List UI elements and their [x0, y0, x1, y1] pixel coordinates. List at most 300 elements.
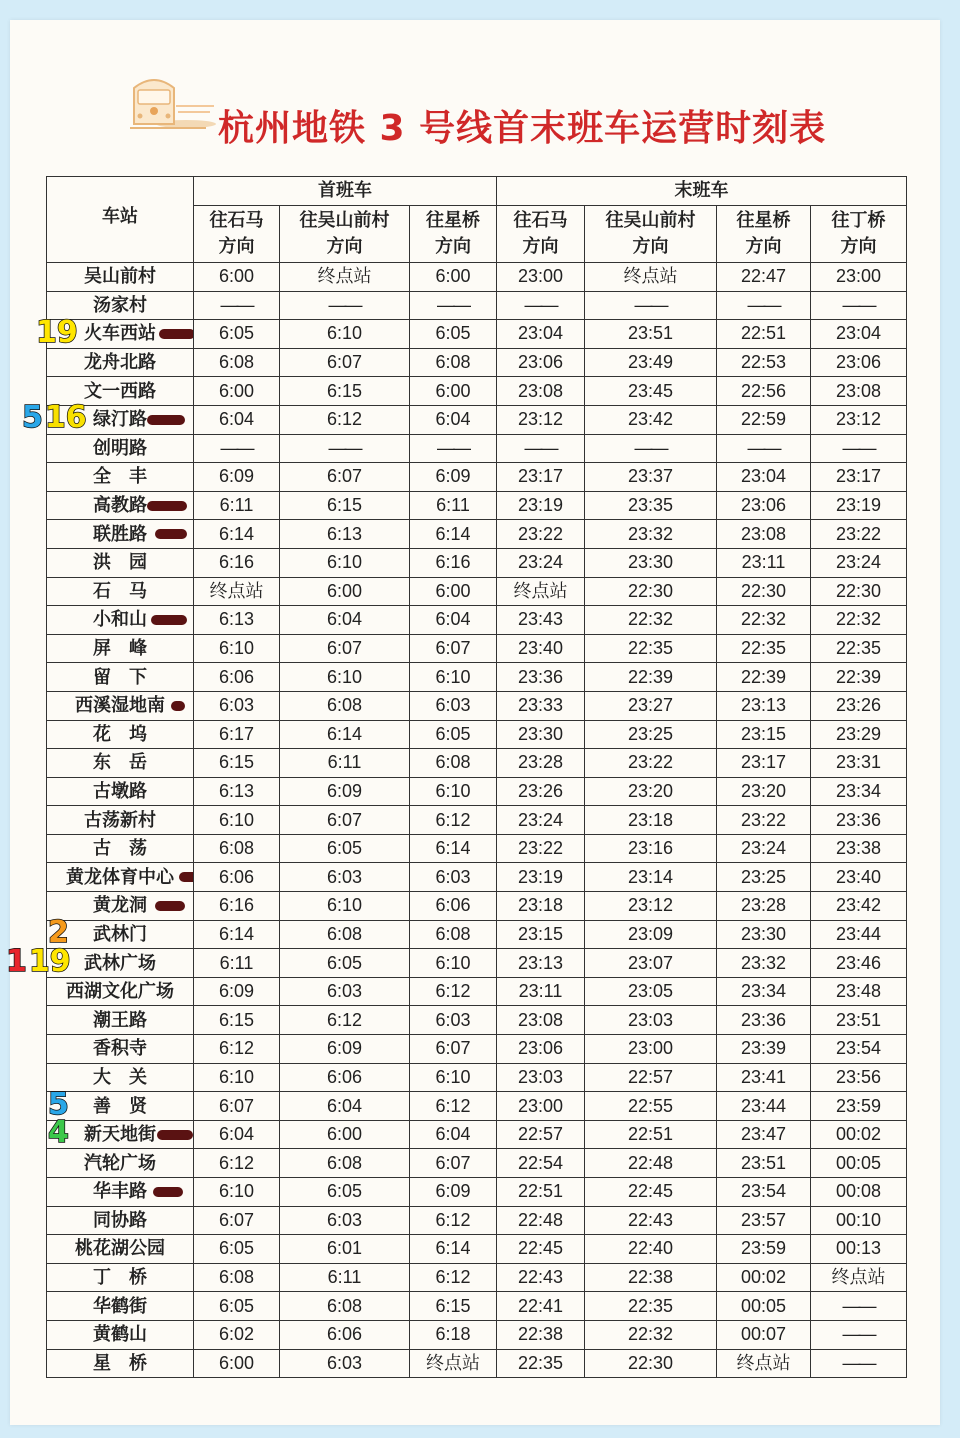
time-cell: 22:51	[497, 1178, 585, 1207]
transfer-line-badge: 1	[6, 943, 27, 979]
time-cell: ——	[194, 434, 280, 463]
time-cell: 22:39	[717, 663, 811, 692]
time-cell: 23:22	[497, 520, 585, 549]
station-name: 古墩路	[47, 777, 194, 806]
time-cell: 22:51	[585, 1120, 717, 1149]
time-cell: 23:38	[811, 834, 907, 863]
time-cell: 22:38	[497, 1320, 585, 1349]
time-cell: 6:10	[280, 892, 410, 921]
time-cell: 6:00	[194, 1349, 280, 1378]
table-row	[47, 691, 907, 720]
time-cell: 23:51	[585, 320, 717, 349]
station-name: 香积寺	[47, 1035, 194, 1064]
time-cell: 6:09	[194, 463, 280, 492]
time-cell: 23:24	[717, 834, 811, 863]
table-row	[47, 1235, 907, 1264]
table-row	[47, 520, 907, 549]
time-cell: 6:10	[410, 777, 497, 806]
station-name: 联胜路	[47, 520, 194, 549]
time-cell: 6:06	[194, 663, 280, 692]
time-cell: 23:20	[585, 777, 717, 806]
time-cell: 6:12	[280, 1006, 410, 1035]
time-cell: 23:30	[717, 920, 811, 949]
time-cell: 22:35	[585, 634, 717, 663]
station-header: 车站	[47, 177, 194, 263]
time-cell: 23:28	[497, 749, 585, 778]
time-cell: 6:15	[194, 1006, 280, 1035]
time-cell: 6:13	[280, 520, 410, 549]
time-cell: 6:09	[410, 1178, 497, 1207]
table-row	[47, 834, 907, 863]
time-cell: 22:30	[585, 1349, 717, 1378]
time-cell: 23:59	[717, 1235, 811, 1264]
time-cell: 6:18	[410, 1320, 497, 1349]
table-row	[47, 320, 907, 349]
time-cell: 6:12	[280, 405, 410, 434]
time-cell: 23:30	[585, 548, 717, 577]
transfer-line-badge: 5	[48, 1086, 69, 1122]
time-cell: 6:09	[280, 777, 410, 806]
time-cell: 6:14	[194, 520, 280, 549]
time-cell: 6:10	[410, 949, 497, 978]
station-name: 善 贤	[47, 1092, 194, 1121]
time-cell: 23:22	[585, 749, 717, 778]
time-cell: 23:12	[811, 405, 907, 434]
time-cell: 6:10	[280, 548, 410, 577]
time-cell: 22:41	[497, 1292, 585, 1321]
table-row	[47, 1178, 907, 1207]
redaction-mark	[147, 501, 187, 511]
station-name: 汤家村	[47, 291, 194, 320]
redaction-mark	[171, 701, 185, 711]
time-cell: 23:07	[585, 949, 717, 978]
time-cell: 6:07	[280, 463, 410, 492]
time-cell: 6:15	[194, 749, 280, 778]
station-name: 绿汀路	[47, 405, 194, 434]
table-row	[47, 1320, 907, 1349]
time-cell: 23:31	[811, 749, 907, 778]
time-cell: 6:16	[194, 548, 280, 577]
time-cell: 23:06	[717, 491, 811, 520]
table-row	[47, 577, 907, 606]
time-cell: 6:10	[410, 663, 497, 692]
time-cell: 23:44	[811, 920, 907, 949]
page-title: 杭州地铁 3 号线首末班车运营时刻表	[218, 108, 827, 149]
time-cell: 6:08	[410, 749, 497, 778]
time-cell: 23:24	[497, 548, 585, 577]
time-cell: ——	[280, 434, 410, 463]
time-cell: 6:00	[410, 263, 497, 292]
time-cell: 22:40	[585, 1235, 717, 1264]
table-row	[47, 663, 907, 692]
time-cell: 6:16	[410, 548, 497, 577]
time-cell: ——	[717, 434, 811, 463]
station-name: 洪 园	[47, 548, 194, 577]
time-cell: 23:24	[497, 806, 585, 835]
table-row	[47, 863, 907, 892]
time-cell: 23:04	[497, 320, 585, 349]
time-cell: ——	[811, 1320, 907, 1349]
station-name: 桃花湖公园	[47, 1235, 194, 1264]
time-cell: 6:00	[410, 577, 497, 606]
station-name: 新天地街	[47, 1120, 194, 1149]
time-cell: 22:57	[497, 1120, 585, 1149]
time-cell: 22:30	[585, 577, 717, 606]
time-cell: 23:26	[811, 691, 907, 720]
time-cell: 6:05	[194, 1292, 280, 1321]
time-cell: 23:17	[717, 749, 811, 778]
time-cell: 6:03	[410, 863, 497, 892]
time-cell: ——	[194, 291, 280, 320]
time-cell: 6:00	[410, 377, 497, 406]
time-cell: 22:39	[585, 663, 717, 692]
station-name: 华鹤街	[47, 1292, 194, 1321]
time-cell: 23:24	[811, 548, 907, 577]
last-train-header: 末班车	[497, 177, 907, 206]
time-cell: 23:47	[717, 1120, 811, 1149]
time-cell: 23:40	[497, 634, 585, 663]
station-name: 大 关	[47, 1063, 194, 1092]
table-row	[47, 634, 907, 663]
station-name: 留 下	[47, 663, 194, 692]
time-cell: 6:06	[280, 1063, 410, 1092]
time-cell: 6:08	[194, 1263, 280, 1292]
direction-header: 往星桥 方向	[410, 206, 497, 263]
time-cell: 6:10	[194, 634, 280, 663]
time-cell: 6:09	[280, 1035, 410, 1064]
time-cell: 23:05	[585, 977, 717, 1006]
time-cell: 6:05	[410, 720, 497, 749]
time-cell: 23:34	[811, 777, 907, 806]
time-cell: 00:07	[717, 1320, 811, 1349]
time-cell: 6:12	[410, 806, 497, 835]
time-cell: 6:15	[280, 377, 410, 406]
time-cell: ——	[811, 1349, 907, 1378]
time-cell: 23:34	[717, 977, 811, 1006]
table-row	[47, 434, 907, 463]
table-row	[47, 806, 907, 835]
time-cell: 6:03	[280, 863, 410, 892]
time-cell: 6:05	[194, 320, 280, 349]
time-cell: 6:10	[280, 320, 410, 349]
time-cell: 22:43	[497, 1263, 585, 1292]
station-name: 吴山前村	[47, 263, 194, 292]
time-cell: 23:27	[585, 691, 717, 720]
time-cell: 23:37	[585, 463, 717, 492]
time-cell: 23:30	[497, 720, 585, 749]
redaction-mark	[155, 901, 185, 911]
time-cell: 6:04	[194, 405, 280, 434]
time-cell: 6:12	[194, 1149, 280, 1178]
time-cell: 23:28	[717, 892, 811, 921]
time-cell: 6:05	[280, 949, 410, 978]
time-cell: 22:39	[811, 663, 907, 692]
time-cell: 6:10	[194, 806, 280, 835]
time-cell: 22:30	[717, 577, 811, 606]
time-cell: 6:03	[194, 691, 280, 720]
time-cell: 6:11	[280, 1263, 410, 1292]
time-cell: 23:19	[497, 863, 585, 892]
table-row	[47, 263, 907, 292]
table-row	[47, 1349, 907, 1378]
table-row	[47, 1035, 907, 1064]
time-cell: ——	[585, 291, 717, 320]
transfer-line-badge: 16	[44, 400, 87, 436]
time-cell: 6:10	[194, 1178, 280, 1207]
station-name: 古 荡	[47, 834, 194, 863]
time-cell: 6:06	[194, 863, 280, 892]
time-cell: 23:03	[497, 1063, 585, 1092]
time-cell: 23:51	[811, 1006, 907, 1035]
time-cell: 6:11	[280, 749, 410, 778]
transfer-line-badge: 19	[36, 314, 78, 350]
time-cell: 00:05	[811, 1149, 907, 1178]
time-cell: 6:00	[194, 377, 280, 406]
time-cell: 22:35	[585, 1292, 717, 1321]
transfer-line-badge: 5	[22, 400, 43, 436]
time-cell: 6:04	[194, 1120, 280, 1149]
time-cell: 6:10	[410, 1063, 497, 1092]
time-cell: 23:06	[497, 348, 585, 377]
station-name: 黄龙体育中心	[47, 863, 194, 892]
time-cell: 6:13	[194, 606, 280, 635]
time-cell: 23:13	[497, 949, 585, 978]
time-cell: 22:54	[497, 1149, 585, 1178]
time-cell: 23:04	[717, 463, 811, 492]
table-row	[47, 1120, 907, 1149]
redaction-mark	[179, 872, 194, 882]
time-cell: 23:40	[811, 863, 907, 892]
time-cell: 23:04	[811, 320, 907, 349]
time-cell: 00:05	[717, 1292, 811, 1321]
time-cell: 23:08	[497, 377, 585, 406]
time-cell: 00:13	[811, 1235, 907, 1264]
time-cell: 6:07	[280, 806, 410, 835]
time-cell: 6:07	[410, 1035, 497, 1064]
time-cell: 6:12	[410, 1206, 497, 1235]
time-cell: 22:35	[717, 634, 811, 663]
station-name: 创明路	[47, 434, 194, 463]
station-name: 汽轮广场	[47, 1149, 194, 1178]
table-row	[47, 405, 907, 434]
time-cell: 终点站	[410, 1349, 497, 1378]
time-cell: 6:14	[410, 1235, 497, 1264]
time-cell: 23:00	[497, 263, 585, 292]
time-cell: 6:08	[410, 920, 497, 949]
table-row	[47, 463, 907, 492]
time-cell: 23:59	[811, 1092, 907, 1121]
time-cell: 23:19	[497, 491, 585, 520]
time-cell: 6:07	[194, 1206, 280, 1235]
time-cell: 6:08	[280, 1292, 410, 1321]
train-logo-icon	[126, 66, 216, 136]
station-name: 潮王路	[47, 1006, 194, 1035]
time-cell: 6:04	[410, 405, 497, 434]
time-cell: 6:03	[280, 1206, 410, 1235]
table-row	[47, 606, 907, 635]
time-cell: 6:00	[280, 577, 410, 606]
time-cell: 6:07	[280, 634, 410, 663]
time-cell: 6:04	[280, 606, 410, 635]
time-cell: 6:12	[410, 1263, 497, 1292]
time-cell: ——	[410, 434, 497, 463]
station-name: 武林门	[47, 920, 194, 949]
time-cell: 6:02	[194, 1320, 280, 1349]
time-cell: ——	[717, 291, 811, 320]
timetable	[46, 176, 907, 1378]
time-cell: 23:13	[717, 691, 811, 720]
time-cell: ——	[497, 291, 585, 320]
time-cell: 6:05	[280, 1178, 410, 1207]
time-cell: 23:00	[497, 1092, 585, 1121]
table-row	[47, 291, 907, 320]
time-cell: 23:18	[585, 806, 717, 835]
time-cell: ——	[410, 291, 497, 320]
time-cell: 22:35	[497, 1349, 585, 1378]
time-cell: 6:11	[194, 949, 280, 978]
time-cell: 6:08	[280, 691, 410, 720]
time-cell: 6:07	[280, 348, 410, 377]
time-cell: 22:35	[811, 634, 907, 663]
time-cell: 23:17	[497, 463, 585, 492]
time-cell: 6:08	[280, 920, 410, 949]
table-row	[47, 977, 907, 1006]
direction-header: 往石马 方向	[497, 206, 585, 263]
time-cell: 23:36	[717, 1006, 811, 1035]
table-row	[47, 920, 907, 949]
time-cell: 22:32	[585, 1320, 717, 1349]
time-cell: 23:32	[585, 520, 717, 549]
table-row	[47, 377, 907, 406]
time-cell: 23:17	[811, 463, 907, 492]
time-cell: 00:08	[811, 1178, 907, 1207]
time-cell: 23:45	[585, 377, 717, 406]
time-cell: 6:07	[194, 1092, 280, 1121]
time-cell: 23:44	[717, 1092, 811, 1121]
time-cell: 23:03	[585, 1006, 717, 1035]
time-cell: 23:25	[585, 720, 717, 749]
time-cell: 终点站	[585, 263, 717, 292]
table-row	[47, 491, 907, 520]
time-cell: 23:57	[717, 1206, 811, 1235]
time-cell: 22:45	[497, 1235, 585, 1264]
time-cell: 22:30	[811, 577, 907, 606]
table-row	[47, 720, 907, 749]
time-cell: 23:12	[497, 405, 585, 434]
table-row	[47, 1063, 907, 1092]
station-name: 星 桥	[47, 1349, 194, 1378]
station-name: 黄鹤山	[47, 1320, 194, 1349]
time-cell: ——	[811, 434, 907, 463]
time-cell: 6:10	[280, 663, 410, 692]
station-name: 龙舟北路	[47, 348, 194, 377]
time-cell: 23:36	[811, 806, 907, 835]
table-row	[47, 348, 907, 377]
table-row	[47, 749, 907, 778]
transfer-line-badge: 2	[48, 915, 69, 951]
time-cell: 23:00	[585, 1035, 717, 1064]
time-cell: 23:49	[585, 348, 717, 377]
time-cell: 00:10	[811, 1206, 907, 1235]
time-cell: 终点站	[811, 1263, 907, 1292]
time-cell: 23:11	[717, 548, 811, 577]
time-cell: 6:04	[410, 606, 497, 635]
time-cell: 6:15	[410, 1292, 497, 1321]
time-cell: 22:32	[717, 606, 811, 635]
time-cell: 23:25	[717, 863, 811, 892]
time-cell: 23:08	[497, 1006, 585, 1035]
time-cell: 6:06	[410, 892, 497, 921]
table-row	[47, 1206, 907, 1235]
transfer-line-badge: 19	[28, 943, 71, 979]
time-cell: 6:10	[194, 1063, 280, 1092]
station-name: 华丰路	[47, 1178, 194, 1207]
time-cell: 6:09	[410, 463, 497, 492]
time-cell: 23:09	[585, 920, 717, 949]
time-cell: ——	[280, 291, 410, 320]
direction-header: 往吴山前村 方向	[585, 206, 717, 263]
time-cell: 23:22	[497, 834, 585, 863]
table-row	[47, 548, 907, 577]
time-cell: 23:11	[497, 977, 585, 1006]
direction-header: 往星桥 方向	[717, 206, 811, 263]
direction-header: 往石马 方向	[194, 206, 280, 263]
table-row	[47, 1263, 907, 1292]
time-cell: 23:26	[497, 777, 585, 806]
time-cell: 6:16	[194, 892, 280, 921]
time-cell: 23:54	[717, 1178, 811, 1207]
time-cell: 23:06	[811, 348, 907, 377]
time-cell: 23:41	[717, 1063, 811, 1092]
time-cell: 23:56	[811, 1063, 907, 1092]
time-cell: 23:00	[811, 263, 907, 292]
station-name: 西湖文化广场	[47, 977, 194, 1006]
time-cell: 6:12	[410, 977, 497, 1006]
table-row	[47, 1092, 907, 1121]
time-cell: 6:12	[194, 1035, 280, 1064]
time-cell: 22:48	[585, 1149, 717, 1178]
station-name: 同协路	[47, 1206, 194, 1235]
station-name: 小和山	[47, 606, 194, 635]
time-cell: 23:32	[717, 949, 811, 978]
time-cell: 23:08	[717, 520, 811, 549]
time-cell: 6:14	[410, 520, 497, 549]
time-cell: 6:00	[194, 263, 280, 292]
time-cell: 6:11	[194, 491, 280, 520]
first-train-header: 首班车	[194, 177, 497, 206]
time-cell: 22:45	[585, 1178, 717, 1207]
time-cell: 6:03	[280, 1349, 410, 1378]
time-cell: 6:14	[280, 720, 410, 749]
time-cell: 6:11	[410, 491, 497, 520]
time-cell: 6:05	[280, 834, 410, 863]
table-row	[47, 949, 907, 978]
time-cell: 6:03	[410, 691, 497, 720]
station-name: 东 岳	[47, 749, 194, 778]
time-cell: 6:05	[410, 320, 497, 349]
time-cell: 6:01	[280, 1235, 410, 1264]
time-cell: 22:47	[717, 263, 811, 292]
time-cell: 6:08	[280, 1149, 410, 1178]
time-cell: 6:15	[280, 491, 410, 520]
time-cell: 23:22	[717, 806, 811, 835]
time-cell: 23:15	[717, 720, 811, 749]
table-row	[47, 1006, 907, 1035]
station-name: 文一西路	[47, 377, 194, 406]
time-cell: ——	[811, 1292, 907, 1321]
time-cell: 23:46	[811, 949, 907, 978]
time-cell: 23:33	[497, 691, 585, 720]
